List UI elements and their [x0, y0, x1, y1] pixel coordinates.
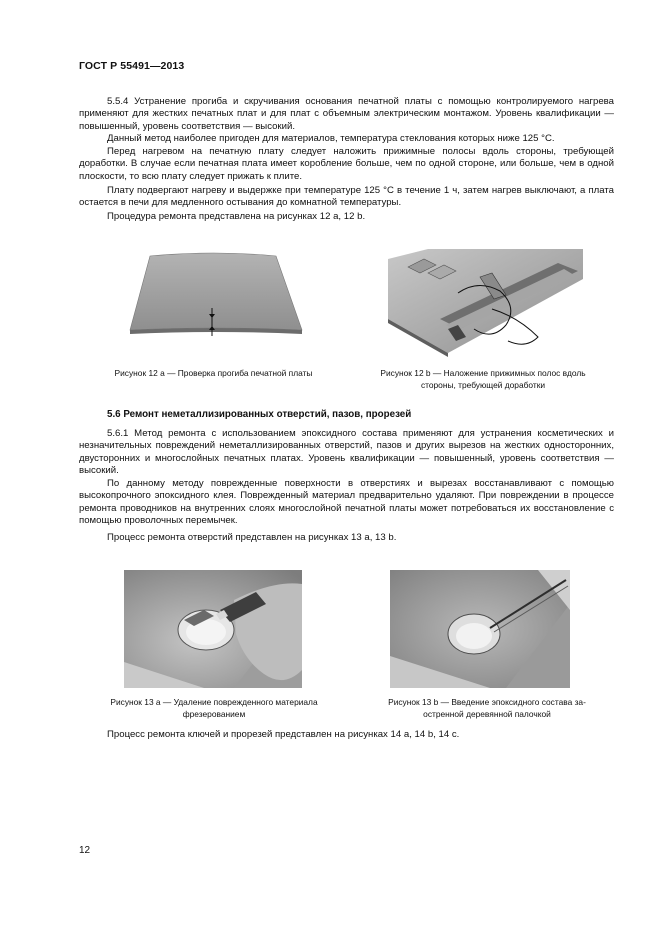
paragraph-5-5-4: 5.5.4 Устранение прогиба и скручивания основания печатной платы с помощью контролируемого нагрева применяют для жестких печатных плат и для плат с объемным электрическим монтажом. Уровень квалификации — повышенный, уровень соответствия — высокий.: [79, 96, 614, 132]
figure-13b-epoxy-photo: [390, 570, 570, 688]
document-header: ГОСТ Р 55491—2013: [79, 60, 185, 72]
paragraph-before-heating: Перед нагревом на печатную плату следует наложить прижимные полосы вдоль стороны, требующей доработки. В случае если печатная плата имеет коробление больше, чем по одной стороне, или больше, чем в одной плоскости, то всю плату следует прижать к плите.: [79, 146, 614, 182]
paragraph-procedure-14: Процесс ремонта ключей и прорезей представлен на рисунках 14 а, 14 b, 14 с.: [107, 729, 460, 740]
paragraph-method: По данному методу поврежденные поверхности в отверстиях и вырезах восстанавливают с помощью высокопрочного эпоксидного клея. Поврежденный материал предварительно удаляют. При повреждении в процессе ремонта проводников на внутренних слоях многослойной печатной платы может потребоваться их восстановление с помощью проволочных перемычек.: [79, 478, 614, 527]
figure-12b-caption-line2: стороны, требующей доработки: [420, 380, 546, 390]
figure-12a-warped-board: [128, 250, 306, 340]
paragraph-procedure-13: Процесс ремонта отверстий представлен на рисунках 13 а, 13 b.: [107, 532, 397, 543]
paragraph-5-6-1: 5.6.1 Метод ремонта с использованием эпоксидного состава применяют для устранения косметических и незначительных повреждений неметаллизированных отверстий, пазов и других вырезов на жестких односторонних, двусторонних и многослойных печатных платах. Уровень квалификации — повышенный, уровень соответствия — высокий.: [79, 428, 614, 477]
figure-13a-milling-photo: [124, 570, 302, 688]
figure-12b-caption-line1: Рисунок 12 b — Наложение прижимных полос вдоль: [380, 368, 586, 378]
page-number: 12: [79, 845, 91, 856]
paragraph-heating: Плату подвергают нагреву и выдержке при температуре 125 °С в течение 1 ч, затем нагрев выключают, а плата остается в печи для медленного остывания до комнатной температуры.: [79, 185, 614, 209]
section-heading-5-6: 5.6 Ремонт неметаллизированных отверстий, пазов, прорезей: [107, 409, 412, 420]
figure-13b-caption-line1: Рисунок 13 b — Введение эпоксидного состава за-: [388, 697, 586, 707]
figure-13a-caption-line2: фрезерованием: [182, 709, 246, 719]
figure-12a-caption: Рисунок 12 а — Проверка прогиба печатной платы: [114, 368, 313, 378]
figure-13b-caption-line2: остренной деревянной палочкой: [423, 709, 551, 719]
paragraph-procedure-12: Процедура ремонта представлена на рисунках 12 а, 12 b.: [107, 211, 366, 222]
figure-13a-caption-line1: Рисунок 13 а — Удаление поврежденного материала: [110, 697, 318, 707]
paragraph-material: Данный метод наиболее пригоден для материалов, температура стеклования которых ниже 125 °С.: [107, 133, 555, 144]
figure-12b-clamped-board: [388, 249, 583, 357]
